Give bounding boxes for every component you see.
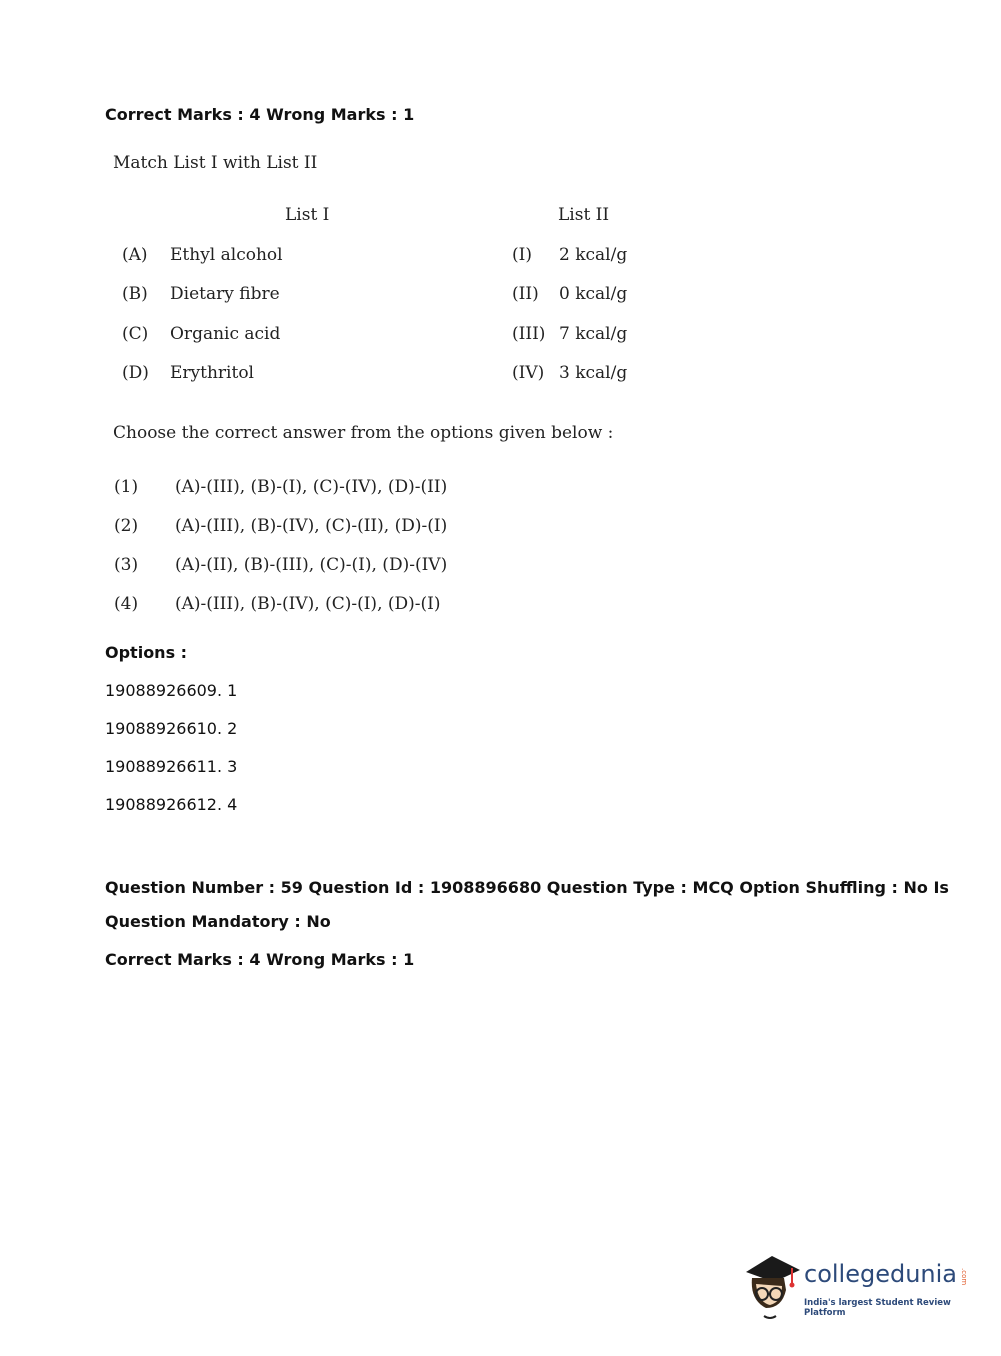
marks-line: Correct Marks : 4 Wrong Marks : 1 bbox=[105, 105, 415, 124]
list1-header: List I bbox=[285, 205, 330, 225]
l2-value: 2 kcal/g bbox=[559, 245, 628, 265]
l1-key: (A) bbox=[122, 245, 148, 265]
l1-key: (B) bbox=[122, 284, 148, 304]
option-item: 19088926611. 3 bbox=[105, 757, 238, 776]
choice-number: (4) bbox=[114, 594, 139, 614]
l1-key: (D) bbox=[122, 363, 149, 383]
options-label: Options : bbox=[105, 643, 188, 662]
marks-line: Correct Marks : 4 Wrong Marks : 1 bbox=[105, 950, 415, 969]
choice-text: (A)-(III), (B)-(IV), (C)-(I), (D)-(I) bbox=[175, 594, 441, 614]
logo-tagline: India's largest Student Review Platform bbox=[804, 1298, 951, 1318]
question-prompt: Match List I with List II bbox=[113, 153, 318, 173]
l1-value: Dietary fibre bbox=[170, 284, 280, 304]
option-item: 19088926612. 4 bbox=[105, 795, 238, 814]
l2-key: (III) bbox=[512, 324, 546, 344]
l2-key: (II) bbox=[512, 284, 539, 304]
choice-number: (3) bbox=[114, 555, 139, 575]
choice-number: (1) bbox=[114, 477, 139, 497]
option-item: 19088926610. 2 bbox=[105, 719, 238, 738]
l1-value: Organic acid bbox=[170, 324, 281, 344]
logo-suffix: .com bbox=[960, 1268, 968, 1286]
l1-value: Erythritol bbox=[170, 363, 254, 383]
instruction: Choose the correct answer from the options given below : bbox=[113, 423, 614, 443]
l2-value: 0 kcal/g bbox=[559, 284, 628, 304]
l2-value: 7 kcal/g bbox=[559, 324, 628, 344]
l1-key: (C) bbox=[122, 324, 149, 344]
l2-key: (IV) bbox=[512, 363, 545, 383]
choice-text: (A)-(III), (B)-(IV), (C)-(II), (D)-(I) bbox=[175, 516, 448, 536]
choice-text: (A)-(III), (B)-(I), (C)-(IV), (D)-(II) bbox=[175, 477, 448, 497]
list2-header: List II bbox=[558, 205, 610, 225]
choice-number: (2) bbox=[114, 516, 139, 536]
l1-value: Ethyl alcohol bbox=[170, 245, 283, 265]
option-item: 19088926609. 1 bbox=[105, 681, 238, 700]
logo-name: collegedunia bbox=[804, 1260, 958, 1288]
question-meta: Question Number : 59 Question Id : 1908896680 Question Type : MCQ Option Shuffling : No Is bbox=[105, 878, 949, 897]
question-mandatory: Question Mandatory : No bbox=[105, 912, 331, 931]
choice-text: (A)-(II), (B)-(III), (C)-(I), (D)-(IV) bbox=[175, 555, 448, 575]
l2-value: 3 kcal/g bbox=[559, 363, 628, 383]
mascot-icon bbox=[742, 1250, 802, 1320]
collegedunia-logo bbox=[742, 1250, 972, 1320]
l2-key: (I) bbox=[512, 245, 532, 265]
